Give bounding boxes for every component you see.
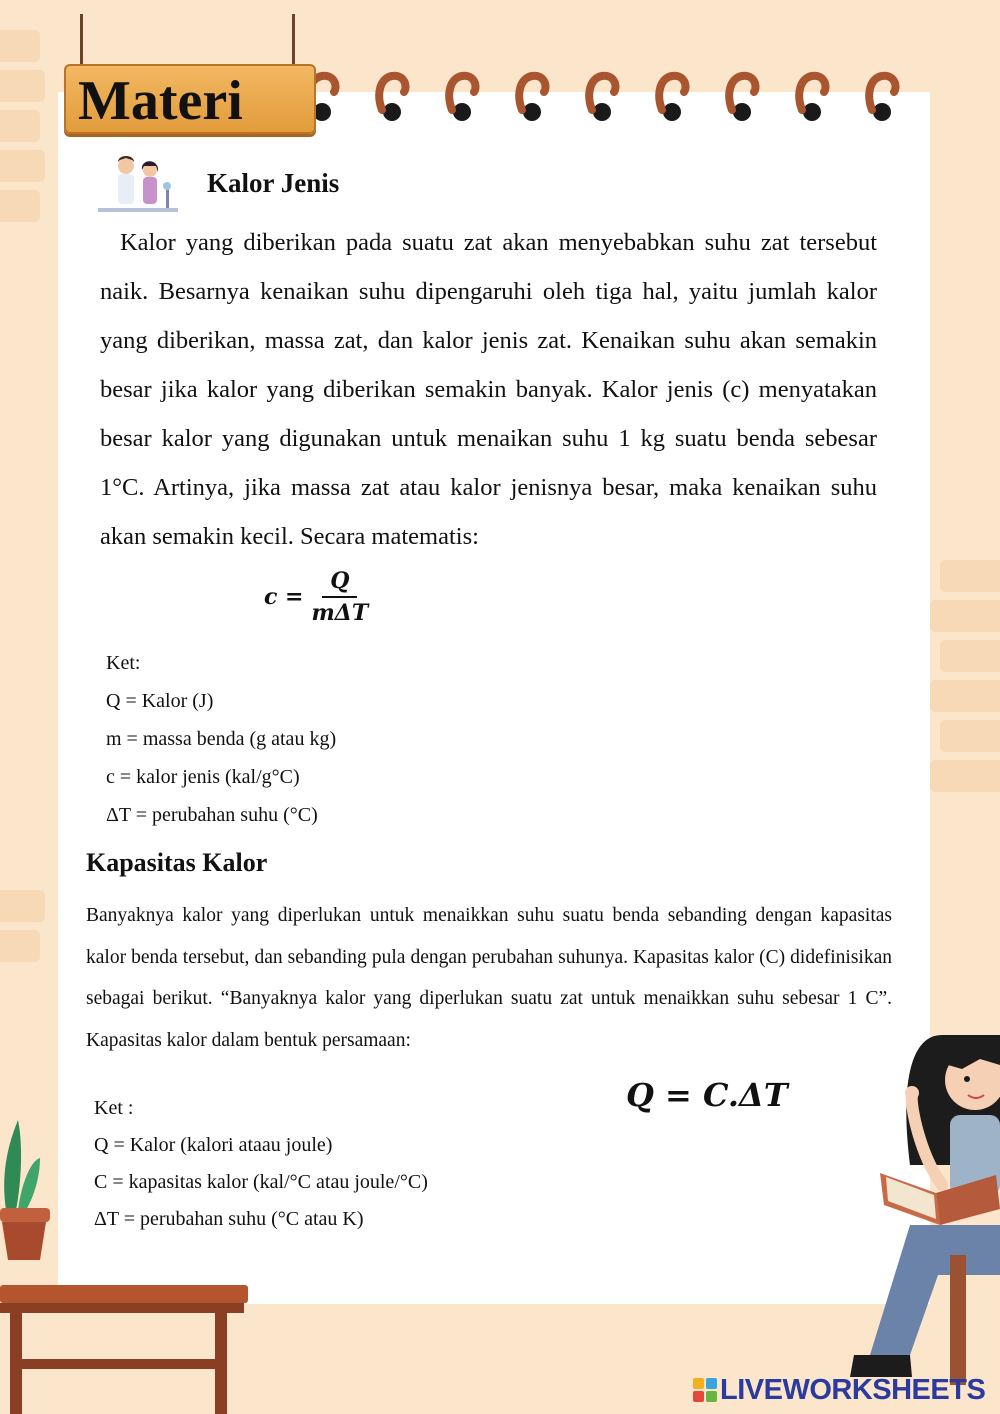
plant-illustration [0,1110,56,1270]
section-title-kalor-jenis: Kalor Jenis [207,168,340,198]
formula-numerator: Q [322,568,357,598]
formula-fraction [312,568,369,626]
formula-denominator: mΔT [311,600,369,626]
ket-item: Q = Kalor (kalori ataau joule) [94,1134,333,1156]
ket-item: c = kalor jenis (kal/g°C) [106,766,300,788]
formula-kalor-jenis [264,568,368,626]
table-illustration [0,1285,250,1414]
ket-list-kapasitas-kalor [94,1090,428,1238]
formula-kapasitas-kalor: Q = C.ΔT [626,1076,788,1114]
ket-heading: Ket : [94,1097,134,1119]
girl-reading-illustration [850,1025,1000,1385]
paragraph-kapasitas-kalor: Banyaknya kalor yang diperlukan untuk menaikkan suhu suatu benda sebanding dengan kapasitas kalor benda tersebut, dan sebanding pula dengan perubahan suhunya. Kapasitas kalor (C) didefinisikan sebagai berikut. “Banyaknya kalor yang diperlukan suatu zat untuk menaikkan suhu sebesar 1 C”. Kapasitas kalor dalam bentuk persamaan: [86,905,892,1051]
ket-heading: Ket: [106,652,141,674]
liveworksheets-logo-icon [692,1377,718,1403]
ket-item: Q = Kalor (J) [106,690,214,712]
liveworksheets-brand [692,1372,985,1408]
ket-item: ΔT = perubahan suhu (°C) [106,804,318,826]
scientists-illustration [96,152,180,216]
ket-list-kalor-jenis [106,644,336,834]
ket-item: C = kapasitas kalor (kal/°C atau joule/°C) [94,1171,428,1193]
paragraph-kalor-jenis: Kalor yang diberikan pada suatu zat akan menyebabkan suhu zat tersebut naik. Besarnya kenaikan suhu dipengaruhi oleh tiga hal, yaitu jumlah kalor yang diberikan, massa zat, dan kalor jenis zat. Kenaikan suhu akan semakin besar jika kalor yang diberikan semakin banyak. Kalor jenis (c) menyatakan besar kalor yang digunakan untuk menaikan suhu 1 kg suatu benda sebesar 1°C. Artinya, jika massa zat atau kalor jenisnya besar, maka kenaikan suhu akan semakin kecil. Secara matematis: [100,229,877,550]
formula-lhs: c = [264,584,304,610]
page-title: Materi [78,70,243,132]
section-title-kapasitas-kalor: Kapasitas Kalor [86,848,268,877]
ket-item: m = massa benda (g atau kg) [106,728,337,750]
brick-wall-right [930,0,1000,1000]
ket-item: ΔT = perubahan suhu (°C atau K) [94,1208,364,1230]
brick-wall-left [0,0,60,1000]
brand-text: LIVEWORKSHEETS [720,1373,986,1406]
